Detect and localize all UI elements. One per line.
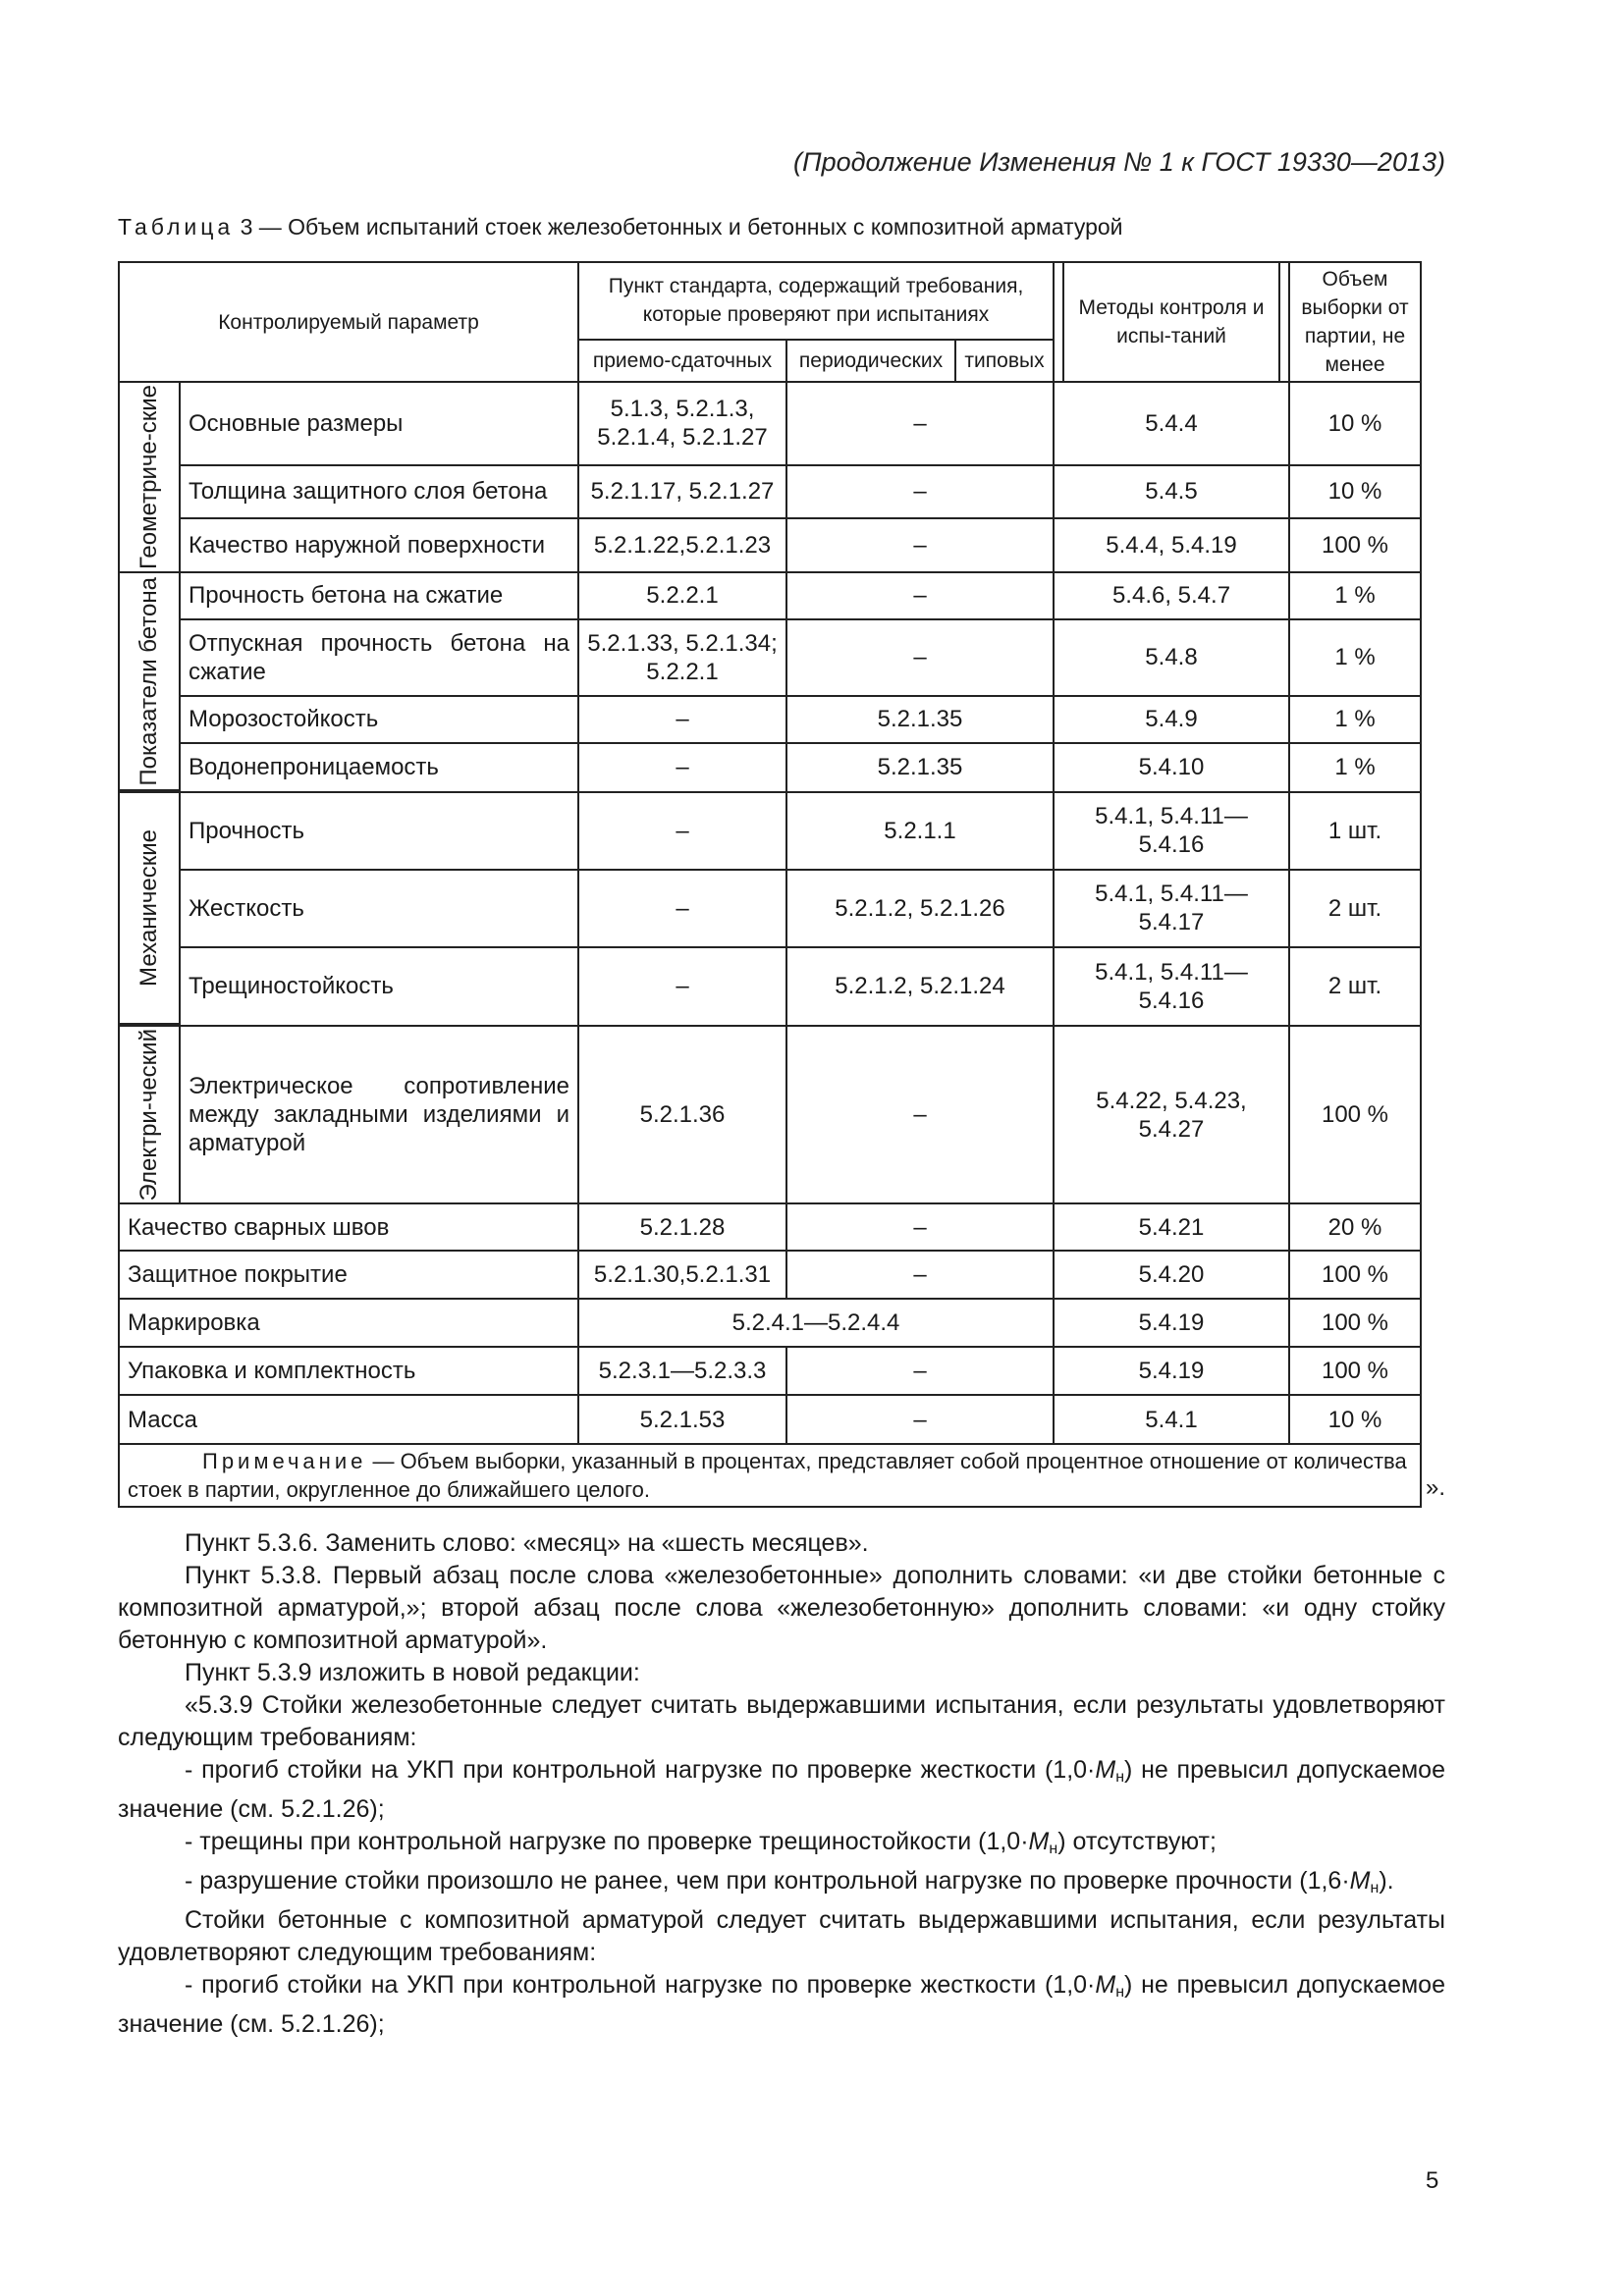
row-methods: 5.4.19 <box>1055 1348 1290 1396</box>
row-methods: 5.4.19 <box>1055 1300 1290 1348</box>
row-periodic: – <box>787 620 1055 697</box>
row-sample: 1 % <box>1290 620 1422 697</box>
row-param: Морозостойкость <box>181 697 579 744</box>
tests-table <box>118 261 1422 1508</box>
row-param: Основные размеры <box>181 383 579 466</box>
row-periodic: – <box>787 383 1055 466</box>
row-sample: 100 % <box>1290 1300 1422 1348</box>
row-param: Водонепроницаемость <box>181 744 579 793</box>
row-sample: 2 шт. <box>1290 948 1422 1027</box>
row-param: Отпускная прочность бетона на сжатие <box>181 620 579 697</box>
row-acceptance: 5.2.2.1 <box>579 573 787 620</box>
row-sample: 1 шт. <box>1290 793 1422 871</box>
row-acceptance: 5.2.1.28 <box>579 1204 787 1252</box>
row-acceptance: – <box>579 697 787 744</box>
row-acceptance: 5.2.1.36 <box>579 1027 787 1204</box>
group-label: Электри-ческий <box>120 1027 181 1204</box>
row-periodic: 5.2.1.35 <box>787 744 1055 793</box>
row-periodic: – <box>787 1396 1055 1445</box>
row-sample: 10 % <box>1290 1396 1422 1445</box>
row-acceptance: – <box>579 948 787 1027</box>
row-periodic: – <box>787 519 1055 573</box>
table-caption-text: 3 — Объем испытаний стоек железобетонных и бетонных с композитной арматурой <box>240 214 1123 240</box>
row-periodic: 5.2.1.35 <box>787 697 1055 744</box>
head-acceptance: приемо-сдаточных <box>579 341 787 383</box>
row-acceptance: 5.2.1.53 <box>579 1396 787 1445</box>
table-row <box>120 466 1422 519</box>
paragraph: Пункт 5.3.8. Первый абзац после слова «железобетонные» дополнить словами: «и две стойки бетонные с композитной арматурой,»; второй абзац после слова «железобетонную» дополнить словами: «и одну стойку бетонную с композитной арматурой». <box>118 1562 1445 1654</box>
row-sample: 100 % <box>1290 1027 1422 1204</box>
row-sample: 1 % <box>1290 697 1422 744</box>
table-row <box>120 620 1422 697</box>
row-param: Качество сварных швов <box>120 1204 579 1252</box>
body-text <box>118 1527 1445 2041</box>
row-methods: 5.4.20 <box>1055 1252 1290 1300</box>
row-param: Трещиностойкость <box>181 948 579 1027</box>
paragraph: Пункт 5.3.6. Заменить слово: «месяц» на «шесть месяцев». <box>185 1529 869 1557</box>
head-clause-group: Пункт стандарта, содержащий требования, которые проверяют при испытаниях <box>579 263 1055 341</box>
row-periodic: – <box>787 1252 1055 1300</box>
paragraph: Стойки бетонные с композитной арматурой следует считать выдержавшими испытания, если результаты удовлетворяют следующим требованиям: <box>118 1906 1445 1966</box>
table-note-row <box>120 1445 1422 1508</box>
table-caption-label: Таблица <box>118 214 235 240</box>
row-periodic: 5.2.1.1 <box>787 793 1055 871</box>
table-row <box>120 871 1422 948</box>
row-param: Толщина защитного слоя бетона <box>181 466 579 519</box>
row-methods: 5.4.1, 5.4.11—5.4.16 <box>1055 793 1290 871</box>
closing-quote: ». <box>1426 1474 1446 1501</box>
row-periodic: 5.2.1.2, 5.2.1.24 <box>787 948 1055 1027</box>
row-periodic: – <box>787 1204 1055 1252</box>
table-row <box>120 383 1422 466</box>
row-param: Защитное покрытие <box>120 1252 579 1300</box>
note-text: — Объем выборки, указанный в процентах, представляет собой процентное отношение от количества стоек в партии, округленное до ближайшего целого. <box>128 1449 1407 1503</box>
table-row <box>120 1348 1422 1396</box>
note-label: Примечание <box>202 1449 367 1474</box>
row-sample: 2 шт. <box>1290 871 1422 948</box>
row-sample: 1 % <box>1290 744 1422 793</box>
row-periodic: 5.2.1.2, 5.2.1.26 <box>787 871 1055 948</box>
row-acceptance: 5.2.1.17, 5.2.1.27 <box>579 466 787 519</box>
row-param: Прочность <box>181 793 579 871</box>
row-periodic: – <box>787 573 1055 620</box>
table-row <box>120 793 1422 871</box>
group-label: Геометриче-ские <box>120 383 181 573</box>
head-type: типовых <box>956 341 1055 383</box>
row-acceptance: 5.2.1.33, 5.2.1.34; 5.2.2.1 <box>579 620 787 697</box>
row-methods: 5.4.6, 5.4.7 <box>1055 573 1290 620</box>
row-sample: 10 % <box>1290 466 1422 519</box>
row-sample: 20 % <box>1290 1204 1422 1252</box>
table-row <box>120 697 1422 744</box>
paragraph: - трещины при контрольной нагрузке по проверке трещиностойкости $(1,0\cdot M_н)$ отсутствуют; <box>185 1828 1217 1857</box>
running-header: (Продолжение Изменения № 1 к ГОСТ 19330—2013) <box>793 147 1445 177</box>
row-methods: 5.4.4 <box>1055 383 1290 466</box>
paragraph: Пункт 5.3.9 изложить в новой редакции: <box>185 1659 640 1686</box>
row-periodic: – <box>787 1348 1055 1396</box>
row-methods: 5.4.22, 5.4.23, 5.4.27 <box>1055 1027 1290 1204</box>
row-methods: 5.4.10 <box>1055 744 1290 793</box>
row-methods: 5.4.1, 5.4.11—5.4.16 <box>1055 948 1290 1027</box>
row-periodic: – <box>787 1027 1055 1204</box>
page-number: 5 <box>1426 2167 1439 2194</box>
row-sample: 100 % <box>1290 1252 1422 1300</box>
row-acceptance: – <box>579 793 787 871</box>
table-row <box>120 1396 1422 1445</box>
group-label: Механические <box>120 793 181 1027</box>
row-methods: 5.4.9 <box>1055 697 1290 744</box>
group-label: Показатели бетона <box>120 573 181 793</box>
table-row <box>120 1300 1422 1348</box>
row-methods: 5.4.5 <box>1055 466 1290 519</box>
paragraph: - прогиб стойки на УКП при контрольной нагрузке по проверке жесткости $(1,0\cdot M_н)$ не превысил допускаемое значение (см. 5.2.1.26); <box>118 1756 1445 1823</box>
row-methods: 5.4.21 <box>1055 1204 1290 1252</box>
row-sample: 100 % <box>1290 1348 1422 1396</box>
row-param: Жесткость <box>181 871 579 948</box>
row-param: Электрическое сопротивление между закладными изделиями и арматурой <box>181 1027 579 1204</box>
table-caption <box>118 214 1445 240</box>
head-periodic: периодических <box>787 341 956 383</box>
row-acceptance: 5.2.1.22,5.2.1.23 <box>579 519 787 573</box>
paragraph: «5.3.9 Стойки железобетонные следует считать выдержавшими испытания, если результаты удовлетворяют следующим требованиям: <box>118 1691 1445 1751</box>
table-row <box>120 744 1422 793</box>
row-periodic: – <box>787 466 1055 519</box>
row-param: Маркировка <box>120 1300 579 1348</box>
row-acceptance: – <box>579 744 787 793</box>
row-sample: 10 % <box>1290 383 1422 466</box>
row-methods: 5.4.1 <box>1055 1396 1290 1445</box>
table-row <box>120 519 1422 573</box>
table-row <box>120 573 1422 620</box>
row-merged-clauses: 5.2.4.1—5.2.4.4 <box>579 1300 1055 1348</box>
row-sample: 100 % <box>1290 519 1422 573</box>
table-row <box>120 948 1422 1027</box>
row-methods: 5.4.1, 5.4.11—5.4.17 <box>1055 871 1290 948</box>
head-param: Контролируемый параметр <box>120 263 579 383</box>
table-row <box>120 1204 1422 1252</box>
row-sample: 1 % <box>1290 573 1422 620</box>
row-acceptance: – <box>579 871 787 948</box>
table-note <box>120 1445 1422 1508</box>
head-methods: Методы контроля и испы-таний <box>1064 263 1280 383</box>
row-acceptance: 5.2.3.1—5.2.3.3 <box>579 1348 787 1396</box>
row-methods: 5.4.4, 5.4.19 <box>1055 519 1290 573</box>
paragraph: - прогиб стойки на УКП при контрольной нагрузке по проверке жесткости $(1,0\cdot M_н)$ не превысил допускаемое значение (см. 5.2.1.26); <box>118 1971 1445 2038</box>
row-param: Качество наружной поверхности <box>181 519 579 573</box>
row-methods: 5.4.8 <box>1055 620 1290 697</box>
table-row <box>120 1252 1422 1300</box>
row-param: Упаковка и комплектность <box>120 1348 579 1396</box>
row-param: Прочность бетона на сжатие <box>181 573 579 620</box>
row-param: Масса <box>120 1396 579 1445</box>
head-sample: Объем выборки от партии, не менее <box>1290 263 1422 383</box>
row-acceptance: 5.1.3, 5.2.1.3, 5.2.1.4, 5.2.1.27 <box>579 383 787 466</box>
paragraph: - разрушение стойки произошло не ранее, чем при контрольной нагрузке по проверке прочности $(1,6\cdot M_н)$. <box>185 1867 1394 1896</box>
table-row <box>120 1027 1422 1204</box>
row-acceptance: 5.2.1.30,5.2.1.31 <box>579 1252 787 1300</box>
